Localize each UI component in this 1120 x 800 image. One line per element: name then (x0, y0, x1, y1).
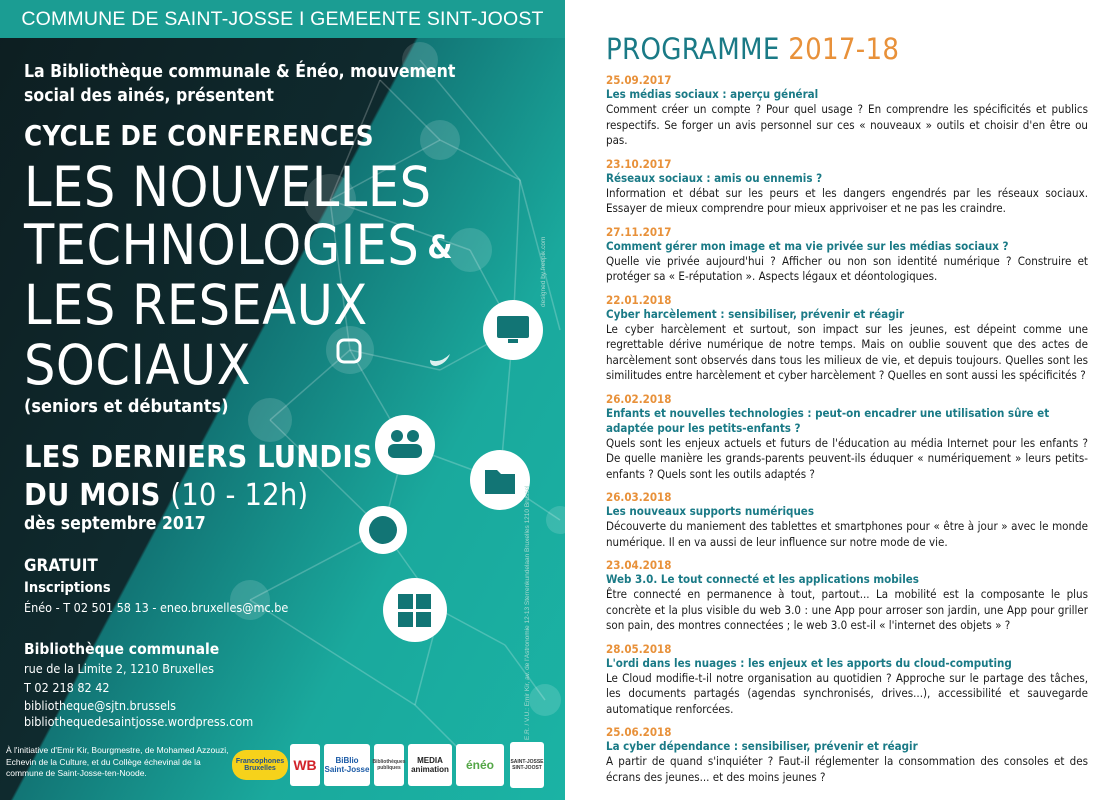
publisher-credit: E.R. / V.U.: Emir Kir, av. de l'Astronomie 12-13 Sterrenkundelaan Bruxelles 1210 Brussel (524, 485, 531, 740)
event-date: 22.01.2018 (606, 292, 672, 307)
design-credit: designed by freepik.com (540, 236, 547, 307)
event-title: L'ordi dans les nuages : les enjeux et les apports du cloud-computing (606, 655, 1012, 670)
free-label: GRATUIT (24, 556, 98, 576)
event-title: La cyber dépendance : sensibiliser, prévenir et réagir (606, 739, 918, 753)
event-item (606, 158, 1088, 217)
event-description: Quels sont les enjeux actuels et futurs de l'éducation au média Internet pour les enfants ? De quelle manière les grands-parents peuvent-ils éduquer « numériquement » leurs petits-enfants ? Quels sont les outils adaptés ? (606, 435, 1088, 481)
logo-wb: WB (290, 744, 320, 786)
programme-year: 2017-18 (788, 32, 900, 66)
programme-panel (566, 0, 1120, 800)
library-phone: T 02 218 82 42 (24, 680, 110, 695)
event-title: Web 3.0. Le tout connecté et les applications mobiles (606, 572, 919, 586)
library-website: bibliothequedesaintjosse.wordpress.com (24, 714, 254, 729)
title-line-1: LES NOUVELLES (24, 155, 432, 219)
start-date: dès septembre 2017 (24, 514, 206, 534)
registration-contact: Énéo - T 02 501 58 13 - eneo.bruxelles@mc.be (24, 600, 289, 615)
event-title: Comment gérer mon image et ma vie privée sur les médias sociaux ? (606, 238, 1009, 253)
event-description: Le cyber harcèlement et surtout, son impact sur les jeunes, est dépeint comme une regrettable dérive numérique de notre temps. Mais on oublie souvent que des actes de harcèlement sont observés dans tous les milieux de vie, et depuis toujours. Quelles sont les similitudes entre harcèlement et cyber harcèlement ? Quelles en sont aussi les spécificités ? (606, 321, 1088, 382)
title-line-3: LES RESEAUX (24, 273, 368, 337)
library-email: bibliotheque@sjtn.brussels (24, 698, 177, 713)
library-title: Bibliothèque communale (24, 640, 220, 658)
event-date: 26.03.2018 (606, 490, 672, 504)
logo-eneo: énéo (456, 744, 504, 786)
event-item (606, 559, 1088, 634)
registration-label: Inscriptions (24, 580, 111, 596)
event-list (606, 74, 1088, 794)
event-item (606, 726, 1088, 785)
logo-media-animation: MEDIA animation (408, 744, 452, 786)
event-description: A partir de quand s'inquiéter ? Faut-il réglementer la consommation des consoles et des écrans des jeunes... et des moins jeunes ? (606, 754, 1088, 784)
event-item (606, 294, 1088, 384)
cycle-heading: CYCLE DE CONFERENCES (24, 120, 374, 152)
event-item (606, 491, 1088, 550)
event-date: 23.04.2018 (606, 558, 672, 572)
event-description: Quelle vie privée aujourd'hui ? Afficher ou non son identité numérique ? Construire et protéger sa « E-réputation ». Aspects légaux et déontologiques. (606, 253, 1088, 283)
event-description: Le Cloud modifie-t-il notre organisation au quotidien ? Approche sur le partage des tâches, les documents partagés (agendas synchronisés, drives...), accessibilité et sauvegarde automatique renforcées. (606, 670, 1088, 716)
schedule-line-1: LES DERNIERS LUNDIS (24, 440, 373, 475)
event-date: 27.11.2017 (606, 224, 672, 239)
title-line-4: SOCIAUX (24, 333, 251, 397)
logo-saint-josse: SAINT-JOSSE SINT-JOOST (510, 742, 544, 788)
audience-note: (seniors et débutants) (24, 396, 229, 417)
event-item (606, 393, 1088, 483)
presenters-text: La Bibliothèque communale & Énéo, mouvement social des ainés, présentent (24, 62, 456, 106)
event-description: Découverte du maniement des tablettes et smartphones pour « être à jour » avec le monde numérique. Il en va aussi de leur influence sur notre mode de vie. (606, 519, 1088, 549)
event-date: 25.06.2018 (606, 725, 672, 739)
event-item (606, 643, 1088, 718)
schedule-hours: (10 - 12h) (170, 478, 309, 513)
logo-francophones: Francophones Bruxelles (232, 750, 288, 780)
event-title: Les nouveaux supports numériques (606, 504, 814, 518)
logo-biblio: BiBlio Saint-Josse (324, 744, 370, 786)
event-date: 28.05.2018 (606, 641, 672, 656)
event-title: Réseaux sociaux : amis ou ennemis ? (606, 170, 823, 185)
event-item (606, 74, 1088, 149)
library-address: rue de la Limite 2, 1210 Bruxelles (24, 661, 214, 676)
commune-banner: COMMUNE DE SAINT-JOSSE I GEMEENTE SINT-JOOST (0, 0, 565, 38)
event-date: 23.10.2017 (606, 156, 672, 171)
initiative-note: À l'initiative d'Emir Kir, Bourgmestre, de Mohamed Azzouzi, Echevin de la Culture, et du Collège échevinal de la commune de Saint-Josse-ten-Noode. (6, 745, 229, 778)
title-ampersand: & (427, 228, 453, 266)
event-date: 26.02.2018 (606, 391, 672, 406)
event-description: Information et débat sur les peurs et les dangers engendrés par les réseaux sociaux. Essayer de mieux comprendre pour mieux apprivoiser et ne pas les craindre. (606, 185, 1088, 215)
logo-biblio-publiques: Bibliothèques publiques (374, 744, 404, 786)
event-title: Les médias sociaux : aperçu général (606, 87, 819, 101)
event-title: Enfants et nouvelles technologies : peut-on encadrer une utilisation sûre et adaptée pour les petits-enfants ? (606, 405, 1050, 435)
event-description: Être connecté en permanence à tout, partout... La mobilité est la composante le plus concrète et la plus visible du web 3.0 : une App pour arroser son jardin, une App pour griller son pain, des montres connectées ; le web 3.0 est-il « l'internet des objets » ? (606, 587, 1088, 632)
programme-heading: PROGRAMME 2017-18 (606, 32, 900, 66)
schedule-line-2: DU MOIS (10 - 12h) (24, 478, 309, 513)
event-title: Cyber harcèlement : sensibiliser, prévenir et réagir (606, 306, 905, 321)
event-date: 25.09.2017 (606, 73, 672, 87)
title-line-2: TECHNOLOGIES & (24, 213, 453, 277)
event-item (606, 226, 1088, 285)
event-description: Comment créer un compte ? Pour quel usage ? En comprendre les spécificités et publics respectifs. Se forger un avis personnel sur ces « nouveaux » outils et choisir d'en être ou pas. (606, 102, 1088, 147)
